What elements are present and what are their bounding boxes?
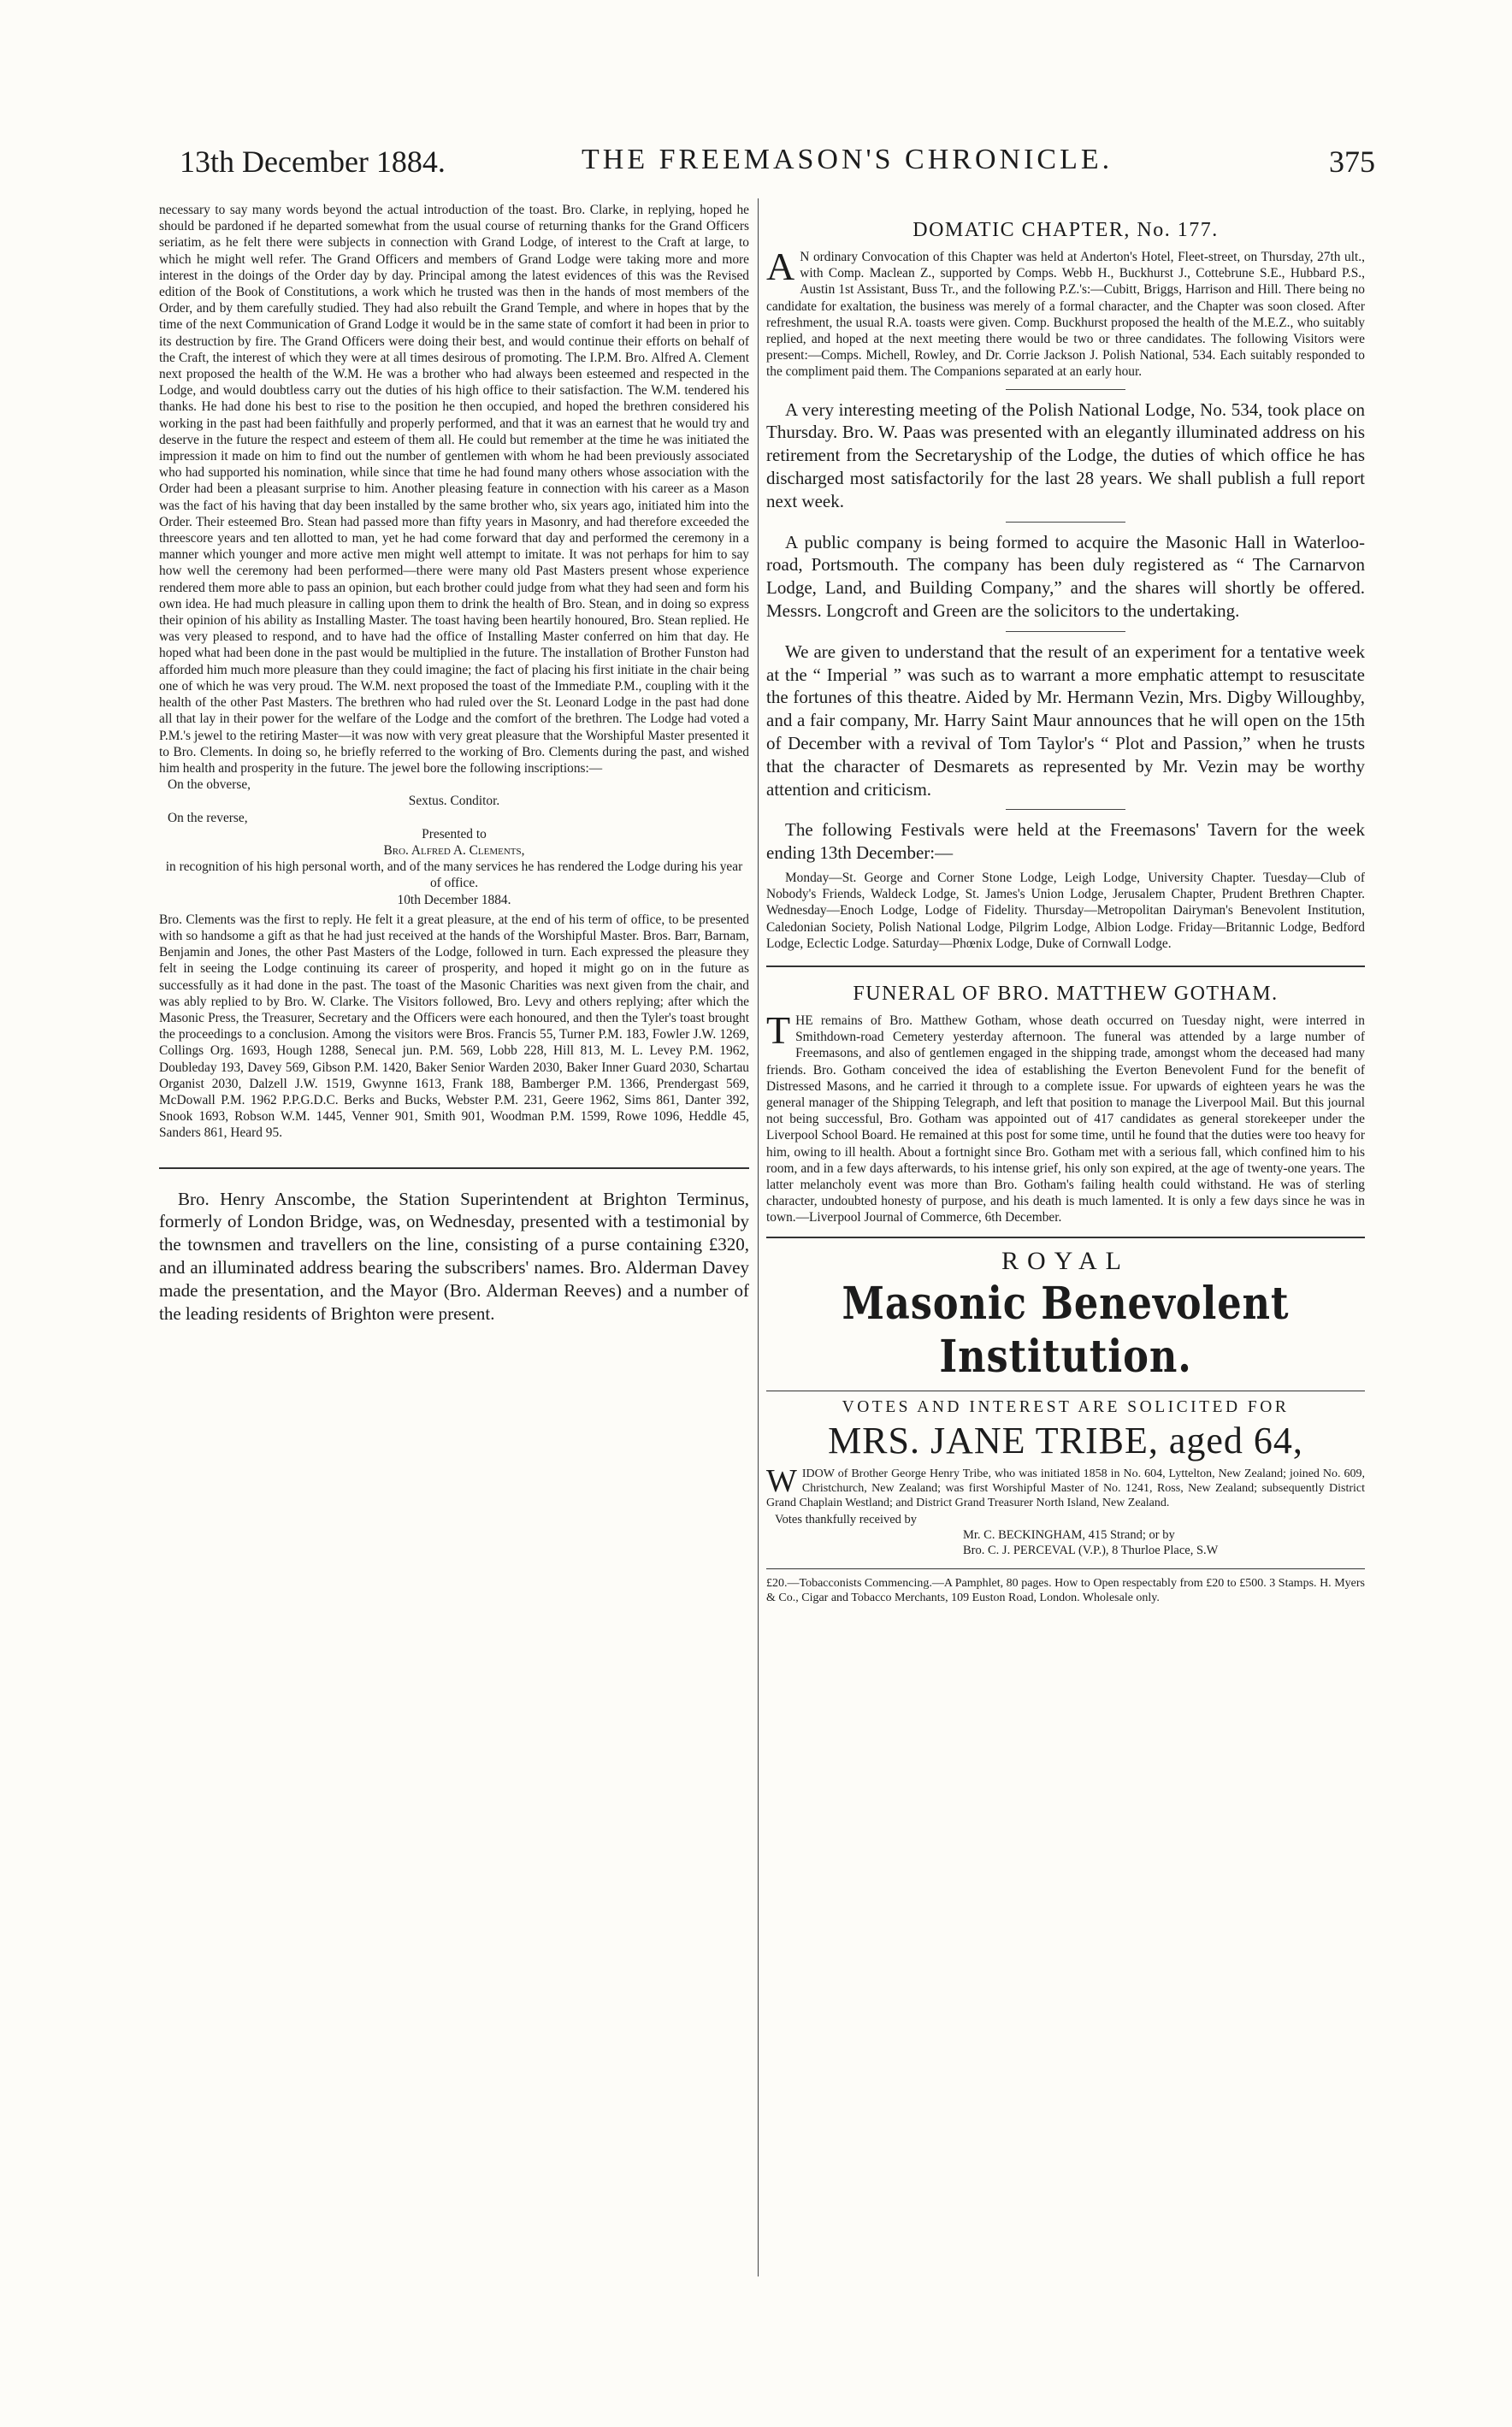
domatic-text: N ordinary Convocation of this Chapter was held at Anderton's Hotel, Fleet-street, on Thursday, 27th ult., with Comp. Maclean Z., supported by Comps. Webb H., Buckhurst J., Cottebrune S.E., Hubbard P.S., Austin 1st Assistant, Buss Tr., and the following P.Z.'s:—Cubitt, Briggs, Harrison and Hill. There being no candidate for exaltation, the business was merely of a formal character, and the Chapter was soon closed. After refreshment, the usual R.A. toasts were given. Comp. Buckhurst proposed the health of the M.E.Z., who suitably replied, and hoped at the next meeting there would be two or three candidates. The following Visitors were present:—Comps. Michell, Rowley, and Dr. Corrie Jackson J. Polish National, 534. Each suitably responded to the compliment paid them. The Companions separated at an early hour. [766,250,1365,380]
presented-to: Presented to [422,826,487,841]
separator [1006,389,1125,390]
drop-cap: W [766,1462,797,1499]
article-rule [766,965,1365,967]
obverse-text: Sextus. Conditor. [408,794,500,809]
separator [1006,522,1125,523]
widow-text: IDOW of Brother George Henry Tribe, who was initiated 1858 in No. 604, Lyttelton, New Zealand; joined No. 609, Christchurch, New Zealand; was first Worshipful Master of No. 1241, Ross, New Zealand; subsequently District Grand Chaplain Westland; and District Grand Treasurer North Island, New Zealand. [766,1467,1365,1509]
publication-title: THE FREEMASON'S CHRONICLE. [582,144,1113,175]
recognition-text: in recognition of his high personal worth, and of the many services he has rendered the Lodge during his year of office. [165,859,743,891]
receiver-one: Mr. C. BECKINGHAM, 415 Strand; or by [963,1527,1175,1542]
left-column [159,202,749,1325]
tobacconist-advert: £20.—Tobacconists Commencing.—A Pamphlet, 80 pages. How to Open respectably from £20 to £500. 3 Stamps. H. Myers & Co., Cigar and Tobacco Merchants, 109 Euston Road, London. Wholesale only. [766,1576,1365,1604]
festivals-intro: The following Festivals were held at the Freemasons' Tavern for the week ending 13th December:— [766,819,1365,864]
drop-cap: T [766,1007,791,1052]
theatre-paragraph: We are given to understand that the result of an experiment for a tentative week at the “ Imperial ” was such as to warrant a more emphatic attempt to resuscitate the fortunes of this theatre. Aided by Mr. Hermann Vezin, Mrs. Digby Willoughby, and a fair company, Mr. Harry Saint Maur announces that he will open on the 15th of December with a revival of Tom Taylor's “ Plot and Passion,” when he trusts that the character of Desmarets as represented by Mr. Vezin may be worthy attention and criticism. [766,641,1365,800]
recipient: Bro. Alfred A. Clements, [383,842,525,858]
royal-label: ROYAL [1001,1246,1130,1275]
funeral-text: HE remains of Bro. Matthew Gotham, whose death occurred on Tuesday night, were interred in Smithdown-road Cemetery yesterday afternoon. The funeral was attended by a large number of Freemasons, and also of gentlemen engaged in the shipping trade, amongst whom the deceased had many friends. Bro. Gotham conceived the idea of establishing the Everton Benevolent Fund for the benefit of Distressed Masons, and he carried it through to a complete issue. For upwards of eighteen years he was the general manager of the Shipping Telegraph, and left that position to manage the Liverpool Mail. But this journal not being successful, Bro. Gotham was appointed out of 417 candidates as general storekeeper under the Liverpool School Board. He remained at this post for some time, until he found that the duties were too heavy for him, owing to ill health. About a fortnight since Bro. Gotham met with a serious fall, which confined him to his room, and in a few days afterwards, to his intense grief, his only son expired, at the age of twenty-one years. The latter melancholy event was more than Bro. Gotham's failing health could withstand. He was of sterling character, undoubted honesty of purpose, and his death is much lamented. It is only a few days since he was in town.—Liverpool Journal of Commerce, 6th December. [766,1013,1365,1225]
advert-rule [766,1568,1365,1569]
institution-name: Masonic Benevolent Institution. [842,1277,1290,1383]
receiver-two: Bro. C. J. PERCEVAL (V.P.), 8 Thurloe Place, S.W [963,1543,1219,1557]
page-number: 375 [1329,145,1375,179]
right-column [766,202,1365,1605]
polish-lodge-paragraph: A very interesting meeting of the Polish National Lodge, No. 534, took place on Thursday. Bro. W. Paas was presented with an elegantly illuminated address on his retirement from the Secretaryship of the Lodge, the duties of which office he has discharged most satisfactorily for the last 28 years. We shall publish a full report next week. [766,399,1365,511]
votes-received-label: Votes thankfully received by [775,1512,918,1526]
votes-heading: VOTES AND INTEREST ARE SOLICITED FOR [842,1397,1290,1416]
inscription-date: 10th December 1884. [397,892,511,907]
company-paragraph: A public company is being formed to acquire the Masonic Hall in Waterloo-road, Portsmouth. The company has been duly registered as “ The Carnarvon Lodge, Land, and Building Company,” and the shares will shortly be offered. Messrs. Longcroft and Green are the solicitors to the undertaking. [766,531,1365,621]
brighton-paragraph: Bro. Henry Anscombe, the Station Superintendent at Brighton Terminus, formerly of London Bridge, was, on Wednesday, presented with a testimonial by the townsmen and travellers on the line, consisting of a purse containing £320, and an illuminated address bearing the subscribers' names. Bro. Alderman Davey made the presentation, and the Mayor (Bro. Alderman Reeves) and a number of the leading residents of Brighton were present. [159,1188,749,1324]
issue-date: 13th December 1884. [180,145,446,179]
candidate-name: MRS. JANE TRIBE, aged 64, [828,1419,1303,1462]
jewel-inscription [159,777,749,908]
festivals-list: Monday—St. George and Corner Stone Lodge, Leigh Lodge, University Chapter. Tuesday—Club of Nobody's Friends, Waldeck Lodge, St. James's Union Lodge, Jerusalem Chapter, Prudent Brethren Chapter. Wednesday—Enoch Lodge, Lodge of Fidelity. Thursday—Metropolitan Dairyman's Benevolent Institution, Caledonian Society, Polish National Lodge, Pilgrim Lodge, Albion Lodge. Friday—Britannic Lodge, Bedford Lodge, Eclectic Lodge. Saturday—Phœnix Lodge, Duke of Cornwall Lodge. [766,870,1365,951]
funeral-heading: FUNERAL OF BRO. MATTHEW GOTHAM. [853,982,1279,1005]
votes-received [766,1512,1365,1558]
lodge-report-paragraph: necessary to say many words beyond the actual introduction of the toast. Bro. Clarke, in replying, hoped he should be pardoned if he departed somewhat from the usual course of returning thanks for the Grand Officers seriatim, as he felt there were subjects in connection with Grand Lodge, of interest to the Craft at large, to which he might well refer. The Grand Officers and members of Grand Lodge were taking more and more interest in the doings of the Order day by day. Principal among the latest evidences of this was the Revised edition of the Book of Constitutions, a work which he trusted was then in the hands of most members of the Order, and by them carefully studied. They had also rebuilt the Grand Temple, and where in hopes that by the time of the next Communication of Grand Lodge it would be in the same state of comfort it had been in prior to its destruction by fire. The Grand Officers were doing their best, and would continue their efforts on behalf of the Craft, the interest of which they were at all times desirous of promoting. The I.P.M. Bro. Alfred A. Clement next proposed the health of the W.M. He was a brother who had always been esteemed and respected in the Lodge, and would doubtless carry out the duties of his high office to their satisfaction. The W.M. tendered his thanks. He had done his best to rise to the position he then occupied, and hoped the brethren considered his working in the past had been faithfully and properly performed, and that it was an earnest that he would try and deserve in the future the respect and esteem of them all. He could but remember at the time he was initiated the impression it made on him to find out the number of gentlemen with whom he had been previously associated who had supported his nomination, while since that time he had found many others whose association with the Order had been a pleasant surprise to him. Another pleasing feature in connection with his career as a Mason was the fact of his having that day been installed by the same brother who, six years ago, initiated him into the Order. Their esteemed Bro. Stean had passed more than fifty years in Masonry, and had therefore exceeded the threescore years and ten allotted to man, yet he had come forward that day and performed the ceremony in a manner which younger and more active men might well attempt to imitate. It was not perhaps for him to say how well the ceremony had been performed—there were many old Past Masters present whose experience rendered them more able to pass an opinion, but each brother could judge from what they had seen and form his own idea. He had much pleasure in calling upon them to drink the health of Bro. Stean, and in doing so express their opinion of his ability as Installing Master. The toast having been heartily honoured, Bro. Stean replied. He was very pleased to respond, and to have had the office of Installing Master conferred on him that day. He hoped what had been done in the past would be multiplied in the future. The installation of Brother Funston had afforded him much more pleasure than they could imagine; the fact of placing his first initiate in the chair being one of which he was very proud. The W.M. next proposed the toast of the Immediate P.M., coupling with it the health of the other Past Masters. The brethren who had ruled over the St. Leonard Lodge in the past had done all that lay in their power for the welfare of the Lodge and the comfort of the brethren. The Lodge had voted a P.M.'s jewel to the retiring Master—it was now with very great pleasure that the Worshipful Master presented it to Bro. Clements. In doing so, he briefly referred to the working of Bro. Clements during the past, and wished him health and prosperity in the future. The jewel bore the following inscriptions:— [159,203,749,776]
separator [1006,631,1125,632]
visitors-paragraph: Bro. Clements was the first to reply. He felt it a great pleasure, at the end of his term of office, to be presented with so handsome a gift as that he had just received at the hands of the Worshipful Master. Bros. Barr, Barnam, Benjamin and Jones, the other Past Masters of the Lodge, followed in turn. Each expressed the pleasure they felt in seeing the Lodge continuing its career of prosperity, and hoped it might go on in the future as successfully as it had done in the past. The toast of the Masonic Charities was next given from the chair, and was ably replied to by Bro. W. Clarke. The Visitors followed, Bro. Levy and others replying; after which the Masonic Press, the Treasurer, Secretary and the Officers were each honoured, and then the Tyler's toast brought the proceedings to a conclusion. Among the visitors were Bros. Francis 55, Turner P.M. 183, Fowler J.W. 1269, Collings Org. 1693, Hough 1288, Senecal jun. P.M. 569, Lobb 228, Hill 813, M. L. Levey P.M. 1962, Doubleday 193, Davey 569, Gibson P.M. 1420, Baker Senior Warden 2030, Baker Inner Guard 2030, Schartau Organist 2030, Dalzell J.W. 1519, Gwynne 1613, Frank 188, Bamberger P.M. 1366, Prendergast 569, McDowall P.M. 1962 P.P.G.D.C. Berks and Bucks, Webster P.M. 231, Geere 1962, Sims 861, Danter 392, Snook 1693, Robson W.M. 1445, Venner 901, Smith 901, Woodman P.M. 1599, Rowe 1096, Heddle 45, Sanders 861, Heard 95. [159,912,749,1141]
drop-cap: A [766,245,795,288]
reverse-label: On the reverse, [168,810,248,825]
running-head [180,144,1375,183]
obverse-label: On the obverse, [168,777,251,793]
column-divider [758,198,759,2276]
advert-rule [766,1237,1365,1238]
article-rule [159,1167,749,1169]
domatic-paragraph [766,245,1365,381]
domatic-heading: DOMATIC CHAPTER, No. 177. [913,219,1219,241]
widow-paragraph [766,1462,1365,1510]
separator [1006,809,1125,810]
funeral-paragraph [766,1007,1365,1226]
